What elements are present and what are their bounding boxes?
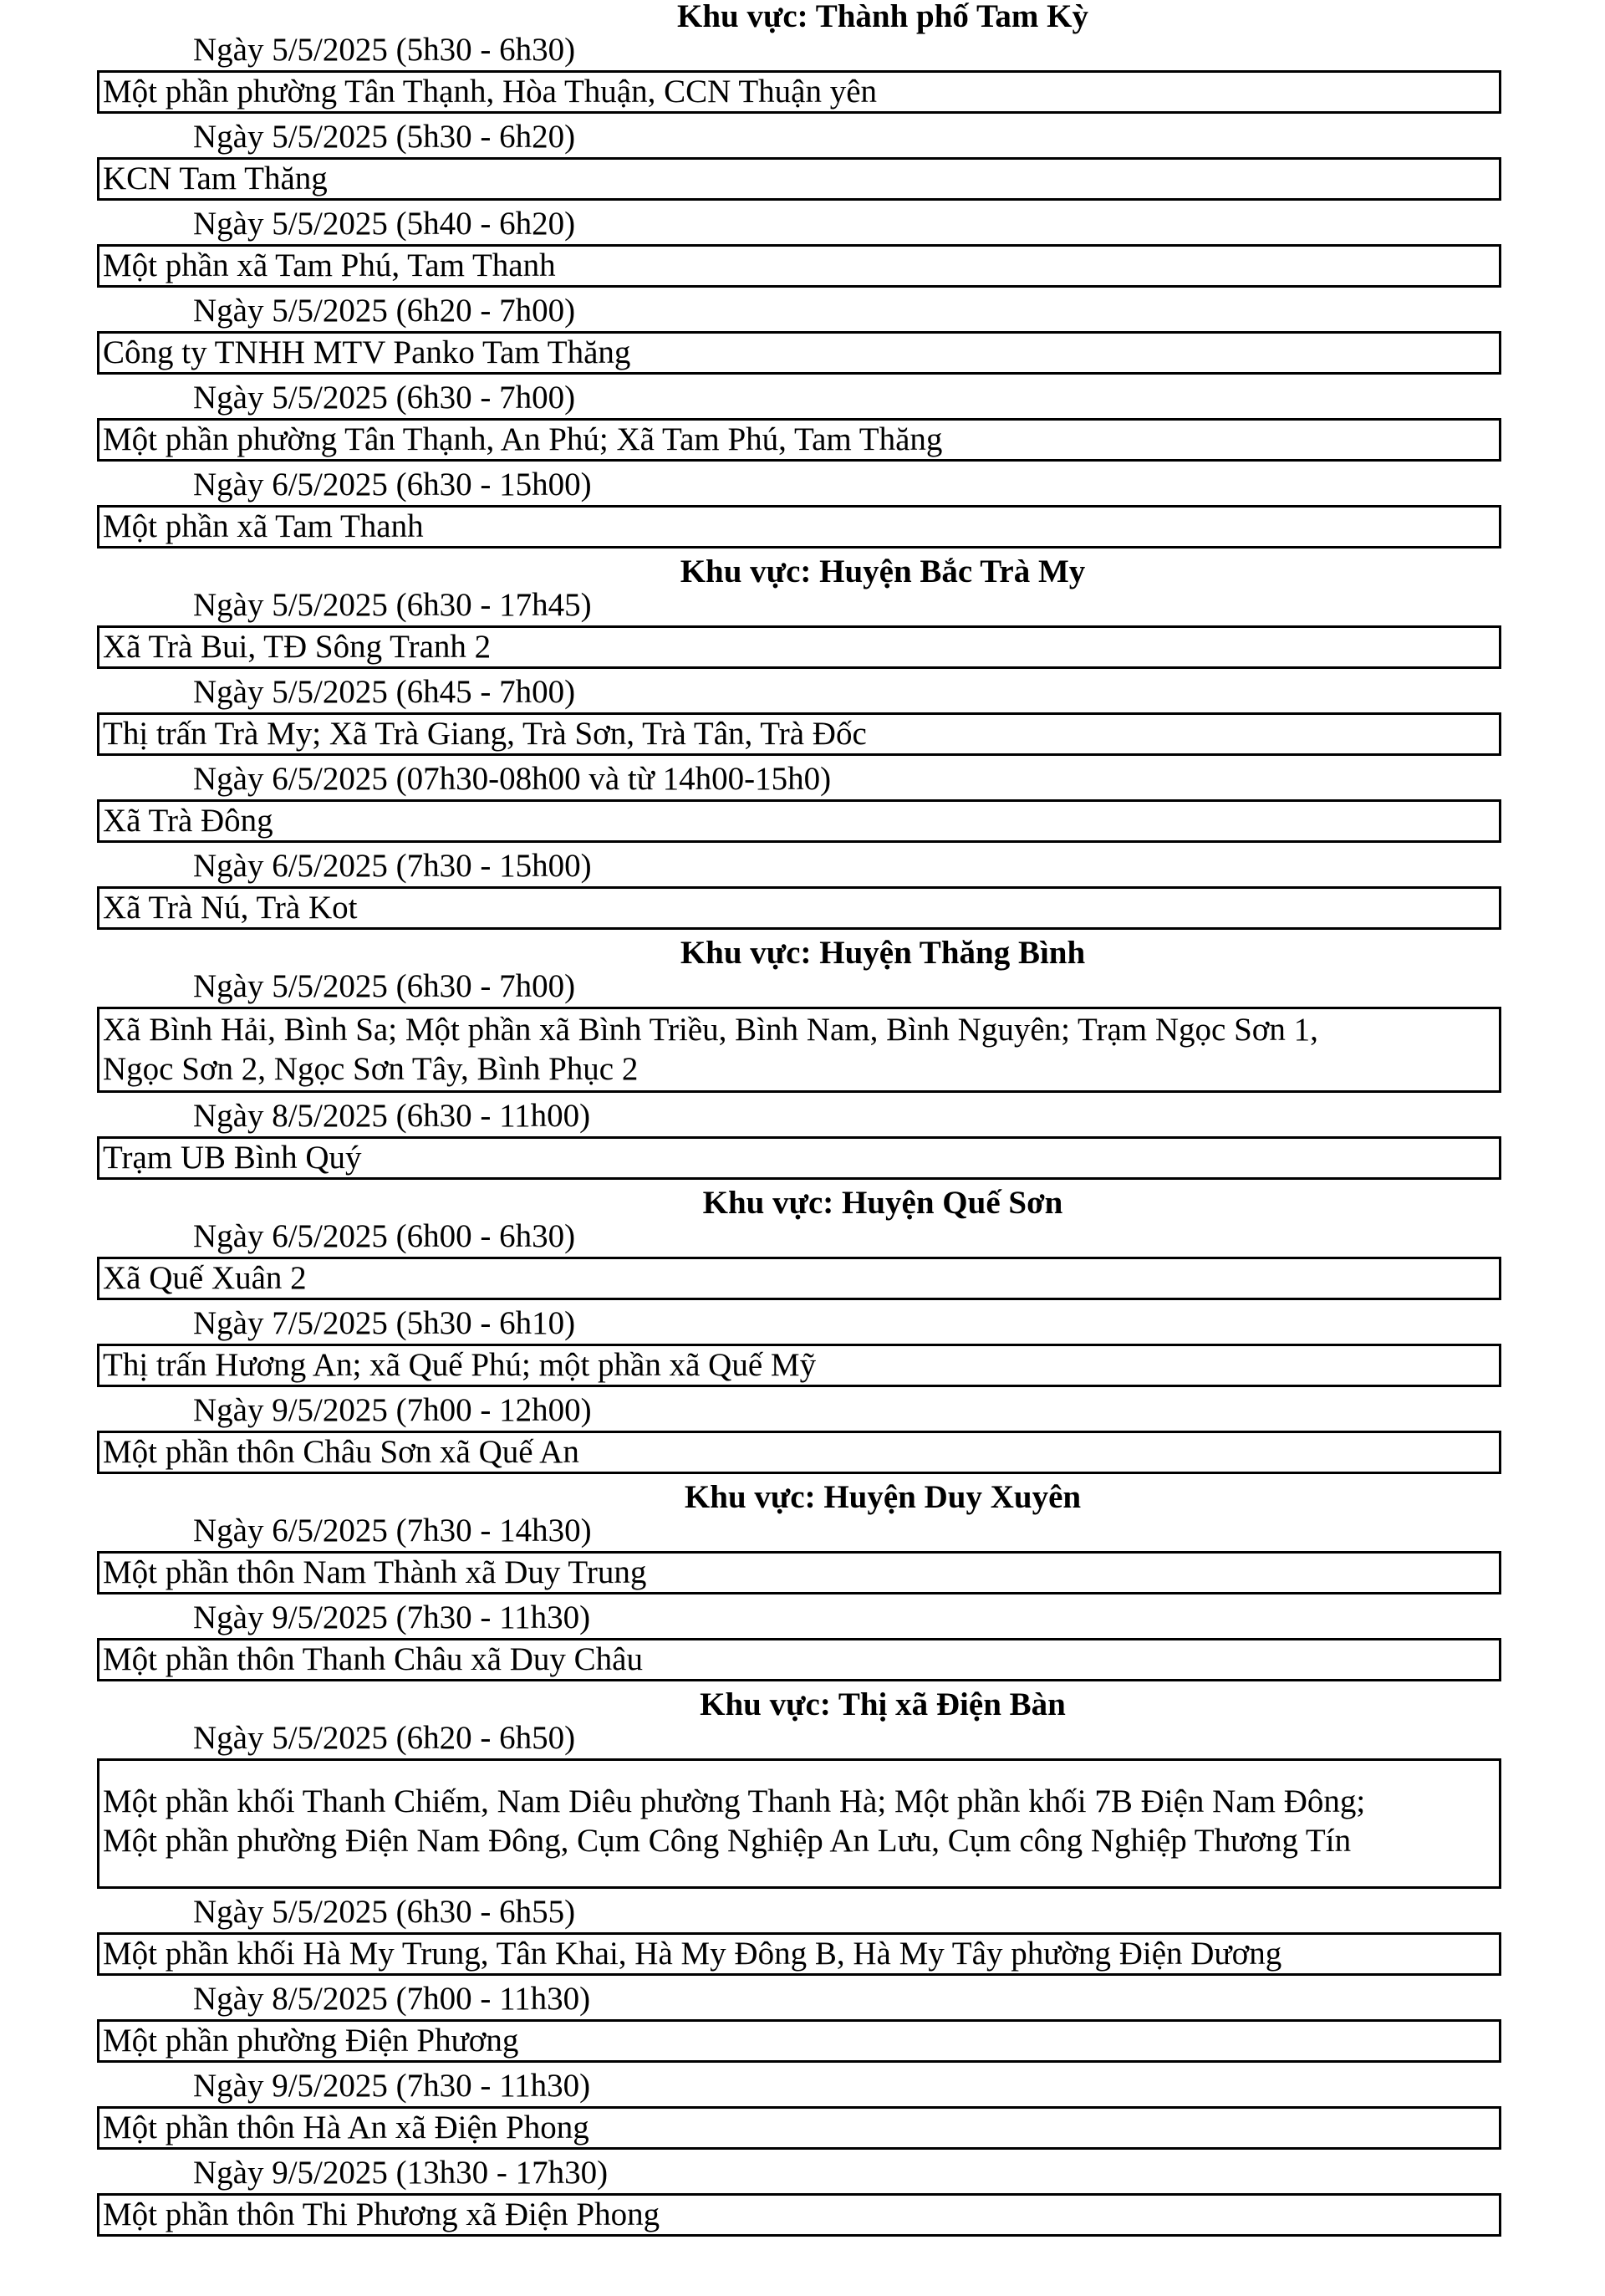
area-box [97,1551,1501,1594]
area-box [97,157,1501,201]
time-slot: Ngày 5/5/2025 (6h45 - 7h00) [193,674,576,710]
outage-schedule [97,0,1501,2243]
area-box [97,2193,1501,2237]
time-slot: Ngày 9/5/2025 (7h30 - 11h30) [193,1600,591,1635]
time-slot: Ngày 6/5/2025 (6h30 - 15h00) [193,467,592,503]
time-slot: Ngày 9/5/2025 (7h00 - 12h00) [193,1392,592,1428]
time-slot: Ngày 5/5/2025 (6h30 - 17h45) [193,587,592,623]
area-text: Xã Trà Đông [103,802,273,839]
area-text: Một phần phường Điện Phương [103,2022,519,2059]
area-text-line-2: Ngọc Sơn 2, Ngọc Sơn Tây, Bình Phục 2 [103,1050,639,1087]
area-box [97,712,1501,756]
area-text: Một phần thôn Châu Sơn xã Quế An [103,1433,579,1470]
area-text: Một phần xã Tam Phú, Tam Thanh [103,247,556,283]
area-box [97,418,1501,462]
area-box [97,1932,1501,1976]
area-box [97,799,1501,843]
area-box [97,331,1501,375]
area-box [97,1638,1501,1681]
time-slot: Ngày 5/5/2025 (5h30 - 6h30) [193,32,576,68]
area-box [97,244,1501,288]
time-slot: Ngày 7/5/2025 (5h30 - 6h10) [193,1305,576,1341]
area-text: Xã Trà Bui, TĐ Sông Tranh 2 [103,628,492,665]
area-text: Công ty TNHH MTV Panko Tam Thăng [103,334,631,370]
region-heading: Khu vực: Thành phố Tam Kỳ [677,0,1088,34]
time-slot: Ngày 8/5/2025 (7h00 - 11h30) [193,1981,591,2017]
time-slot: Ngày 5/5/2025 (6h30 - 7h00) [193,380,576,416]
area-text: KCN Tam Thăng [103,160,328,196]
area-box [97,1344,1501,1387]
region-heading: Khu vực: Huyện Duy Xuyên [684,1479,1082,1515]
area-text: Thị trấn Trà My; Xã Trà Giang, Trà Sơn, Trà Tân, Trà Đốc [103,715,867,752]
time-slot: Ngày 8/5/2025 (6h30 - 11h00) [193,1098,591,1134]
area-text-line-2: Một phần phường Điện Nam Đông, Cụm Công Nghiệp An Lưu, Cụm công Nghiệp Thương Tín [103,1822,1352,1859]
region-heading: Khu vực: Huyện Quế Sơn [702,1185,1063,1221]
area-box [97,625,1501,669]
area-box [97,1257,1501,1300]
area-box [97,70,1501,114]
time-slot: Ngày 9/5/2025 (7h30 - 11h30) [193,2068,591,2104]
area-text: Xã Trà Nú, Trà Kot [103,889,358,926]
area-text: Một phần phường Tân Thạnh, An Phú; Xã Tam Phú, Tam Thăng [103,421,943,457]
area-text: Một phần xã Tam Thanh [103,508,424,544]
region-heading: Khu vực: Huyện Bắc Trà My [680,554,1086,589]
time-slot: Ngày 5/5/2025 (6h20 - 6h50) [193,1720,576,1756]
time-slot: Ngày 6/5/2025 (7h30 - 14h30) [193,1513,592,1549]
area-box [97,2106,1501,2150]
area-text: Một phần thôn Thanh Châu xã Duy Châu [103,1640,643,1677]
region-heading: Khu vực: Huyện Thăng Bình [680,935,1086,971]
time-slot: Ngày 5/5/2025 (6h30 - 7h00) [193,968,576,1004]
time-slot: Ngày 9/5/2025 (13h30 - 17h30) [193,2155,609,2191]
time-slot: Ngày 6/5/2025 (07h30-08h00 và từ 14h00-15h0) [193,761,832,797]
time-slot: Ngày 5/5/2025 (6h30 - 6h55) [193,1894,576,1930]
area-text: Một phần phường Tân Thạnh, Hòa Thuận, CCN Thuận yên [103,73,878,110]
area-text: Một phần thôn Thi Phương xã Điện Phong [103,2196,660,2232]
area-box [97,886,1501,930]
time-slot: Ngày 6/5/2025 (7h30 - 15h00) [193,848,592,884]
area-text: Một phần thôn Hà An xã Điện Phong [103,2109,589,2145]
area-text: Xã Quế Xuân 2 [103,1259,307,1296]
area-box [97,505,1501,548]
region-heading: Khu vực: Thị xã Điện Bàn [700,1686,1066,1722]
area-box [97,1136,1501,1180]
area-box [97,1431,1501,1474]
area-text: Một phần khối Thanh Chiếm, Nam Diêu phường Thanh Hà; Một phần khối 7B Điện Nam Đông; [103,1783,1366,1819]
time-slot: Ngày 5/5/2025 (5h40 - 6h20) [193,206,576,242]
time-slot: Ngày 5/5/2025 (5h30 - 6h20) [193,119,576,155]
area-box [97,2019,1501,2063]
area-box [97,1007,1501,1093]
time-slot: Ngày 5/5/2025 (6h20 - 7h00) [193,293,576,329]
area-text: Một phần thôn Nam Thành xã Duy Trung [103,1554,647,1590]
area-text: Thị trấn Hương An; xã Quế Phú; một phần xã Quế Mỹ [103,1346,817,1383]
area-text: Trạm UB Bình Quý [103,1139,362,1176]
area-box [97,1758,1501,1889]
area-text: Xã Bình Hải, Bình Sa; Một phần xã Bình Triều, Bình Nam, Bình Nguyên; Trạm Ngọc Sơn 1, [103,1012,1318,1048]
area-text: Một phần khối Hà My Trung, Tân Khai, Hà My Đông B, Hà My Tây phường Điện Dương [103,1935,1282,1972]
time-slot: Ngày 6/5/2025 (6h00 - 6h30) [193,1218,576,1254]
